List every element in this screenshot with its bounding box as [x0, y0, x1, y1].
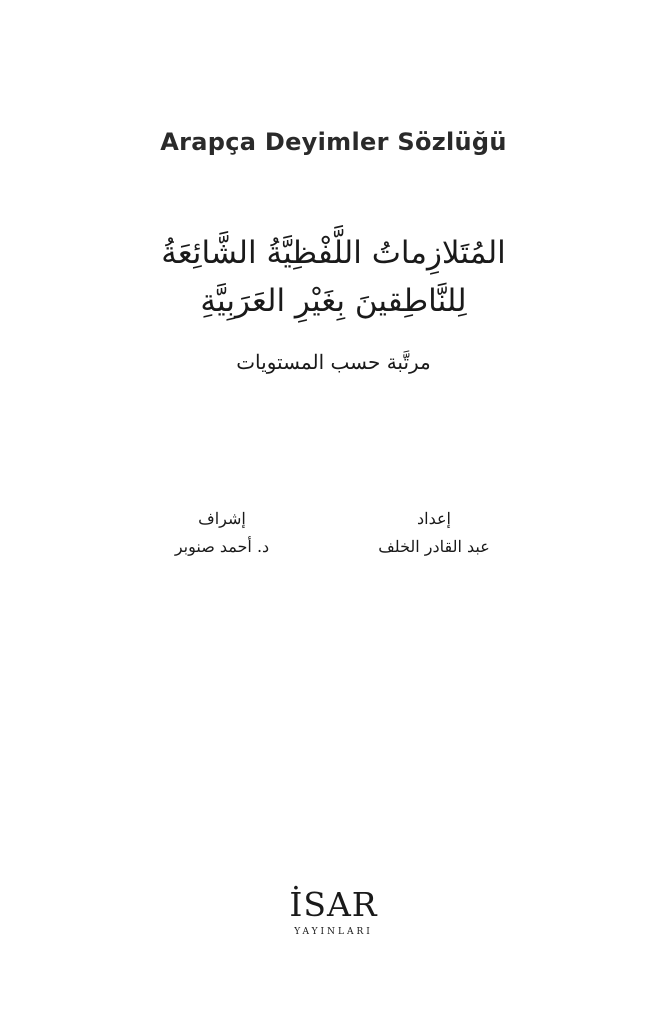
publisher-logo-subtext: YAYINLARI: [294, 927, 373, 937]
supervised-by-block: [122, 508, 322, 558]
supervisor-name: د. أحمد صنوبر: [174, 537, 270, 556]
author-name: عبد القادر الخلف: [378, 537, 490, 556]
arabic-title-line-2: لِلنَّاطِقينَ بِغَيْرِ العَرَبِيَّةِ: [200, 283, 467, 319]
turkish-title: Arapça Deyimler Sözlüğü: [160, 128, 507, 156]
publisher-logo-mark: İSAR: [289, 885, 378, 924]
publisher-logo: [0, 885, 667, 937]
supervised-by-label: إشراف: [198, 509, 246, 528]
arabic-subtitle: مرتَّبة حسب المستويات: [236, 350, 431, 374]
prepared-by-block: [334, 508, 534, 558]
arabic-title-line-1: المُتَلازِماتُ اللَّفْظِيَّةُ الشَّائِعَةُ: [161, 235, 506, 271]
prepared-by-label: إعداد: [417, 509, 451, 528]
